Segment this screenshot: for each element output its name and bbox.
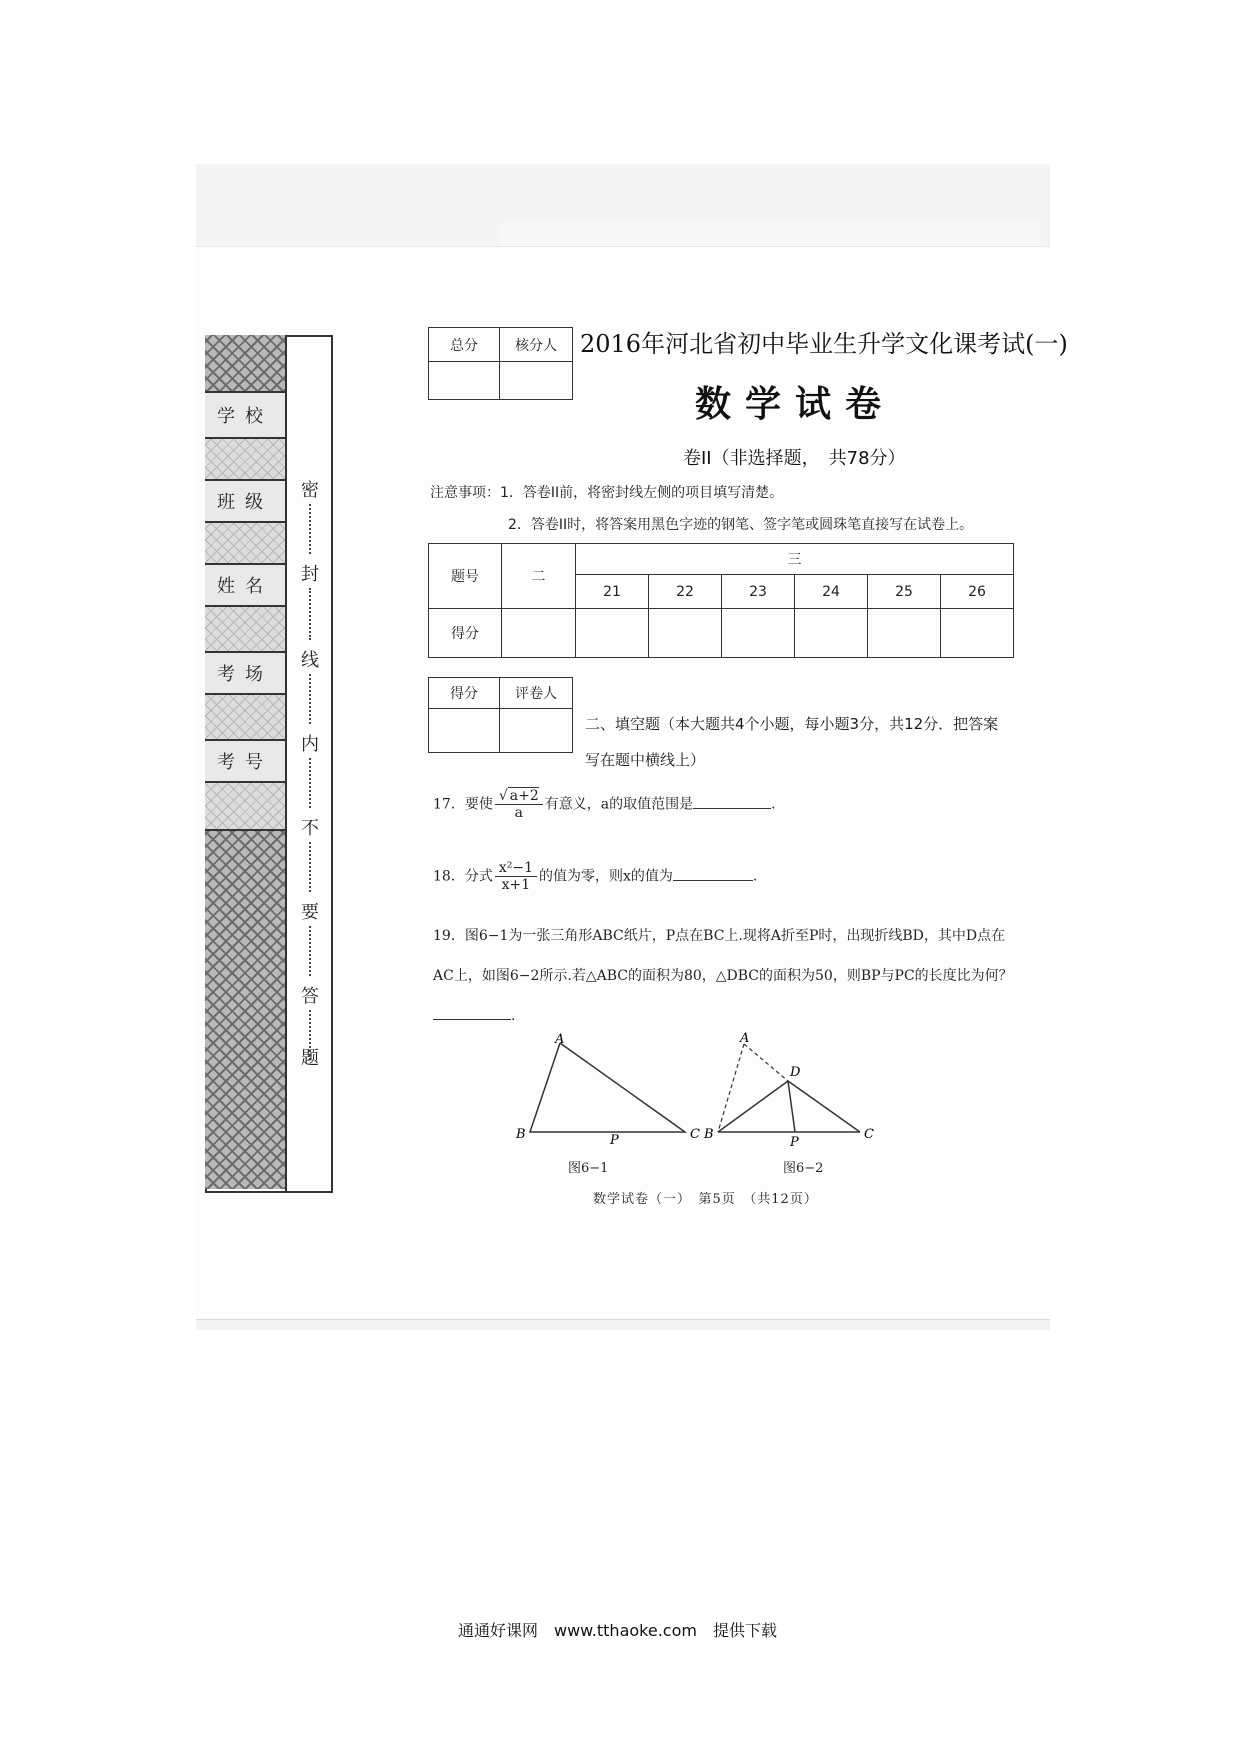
figure-6-1 bbox=[500, 1028, 710, 1148]
field-label: 考场 bbox=[217, 664, 273, 685]
score-cell[interactable] bbox=[649, 609, 722, 658]
seal-char: 题 bbox=[301, 1048, 319, 1069]
question-end: . bbox=[752, 868, 758, 885]
section-three-header: 三 bbox=[576, 544, 1014, 575]
figure-caption: 图6−1 bbox=[568, 1161, 609, 1176]
reviewer-cell[interactable] bbox=[500, 709, 573, 753]
point-label: P bbox=[790, 1135, 799, 1148]
field-room bbox=[205, 653, 285, 695]
seal-char: 密 bbox=[301, 480, 319, 501]
seal-dots bbox=[309, 758, 311, 808]
seal-char: 内 bbox=[301, 734, 319, 755]
question-text: 的值为零，则x的值为 bbox=[538, 868, 673, 885]
fraction-denominator: a bbox=[514, 805, 523, 821]
question-number: 23 bbox=[722, 575, 795, 609]
point-label: C bbox=[690, 1127, 700, 1142]
answer-blank[interactable] bbox=[693, 794, 771, 809]
segment-dp bbox=[788, 1081, 795, 1132]
field-name bbox=[205, 565, 285, 607]
score-cell[interactable] bbox=[868, 609, 941, 658]
site-footer: 通通好课网 www.tthaoke.com 提供下载 bbox=[458, 1621, 777, 1640]
notice-line: 注意事项：1．答卷II前，将密封线左侧的项目填写清楚。 bbox=[430, 485, 784, 501]
answer-blank[interactable] bbox=[433, 1005, 511, 1020]
row-label-score: 得分 bbox=[429, 609, 502, 658]
fraction-numerator: √ a+2 bbox=[495, 788, 543, 805]
triangle-abc bbox=[530, 1043, 685, 1132]
field-name-input[interactable] bbox=[205, 607, 285, 653]
point-label: C bbox=[864, 1127, 874, 1142]
subject-title: 数学试卷 bbox=[695, 384, 896, 425]
seal-line bbox=[290, 470, 330, 1070]
paper-part-title: 卷II（非选择题， 共78分） bbox=[683, 448, 906, 469]
score-table bbox=[428, 543, 1014, 658]
fold-dashed-line bbox=[744, 1044, 788, 1081]
fraction bbox=[495, 788, 543, 821]
question-17 bbox=[433, 788, 776, 821]
point-label: B bbox=[516, 1127, 526, 1142]
seal-char: 封 bbox=[301, 564, 319, 585]
point-label: B bbox=[704, 1127, 714, 1142]
question-number: 24 bbox=[795, 575, 868, 609]
fraction bbox=[495, 860, 537, 893]
figure-6-2 bbox=[700, 1028, 900, 1148]
score-cell[interactable] bbox=[795, 609, 868, 658]
segment-dc bbox=[788, 1081, 860, 1132]
point-label: A bbox=[740, 1031, 750, 1046]
score-cell[interactable] bbox=[941, 609, 1014, 658]
seal-dots bbox=[309, 588, 311, 640]
question-text: 有意义，a的取值范围是 bbox=[544, 796, 694, 813]
pattern-block bbox=[205, 335, 285, 393]
section-two-header: 二 bbox=[502, 544, 576, 609]
field-label: 学校 bbox=[217, 406, 273, 427]
question-prefix: 18．分式 bbox=[433, 868, 493, 885]
figure-caption: 图6−2 bbox=[783, 1161, 824, 1176]
question-end: . bbox=[771, 796, 776, 813]
field-school-input[interactable] bbox=[205, 439, 285, 481]
row-label-number: 题号 bbox=[429, 544, 502, 609]
binding-fields bbox=[205, 335, 287, 1193]
seal-dots bbox=[309, 504, 311, 554]
total-score-table bbox=[428, 327, 573, 400]
checker-cell[interactable] bbox=[500, 362, 573, 400]
sqrt-radicand: a+2 bbox=[509, 788, 539, 804]
total-score-cell[interactable] bbox=[429, 362, 500, 400]
point-label: A bbox=[555, 1032, 565, 1047]
segment-bd bbox=[718, 1081, 788, 1132]
field-label: 考号 bbox=[217, 752, 273, 773]
seal-dots bbox=[309, 926, 311, 976]
page-footer: 数学试卷（一） 第5页 （共12页） bbox=[593, 1192, 818, 1207]
question-19 bbox=[433, 916, 1018, 1036]
seal-char: 线 bbox=[301, 650, 319, 671]
score-cell[interactable] bbox=[502, 609, 576, 658]
reviewer-table bbox=[428, 677, 573, 753]
question-number: 21 bbox=[576, 575, 649, 609]
fraction-numerator: x²−1 bbox=[495, 860, 537, 877]
field-label: 姓名 bbox=[217, 576, 273, 597]
question-prefix: 17．要使 bbox=[433, 796, 493, 813]
seal-dots bbox=[309, 674, 311, 724]
field-exam-number-input[interactable] bbox=[205, 783, 285, 831]
point-label: P bbox=[610, 1133, 619, 1148]
field-class-input[interactable] bbox=[205, 523, 285, 565]
fraction-denominator: x+1 bbox=[501, 877, 531, 893]
question-number: 26 bbox=[941, 575, 1014, 609]
score-cell[interactable] bbox=[576, 609, 649, 658]
score-label: 得分 bbox=[429, 678, 500, 709]
seal-char: 答 bbox=[301, 986, 319, 1007]
field-exam-number bbox=[205, 741, 285, 783]
point-label: D bbox=[790, 1065, 801, 1080]
field-label: 班级 bbox=[217, 492, 273, 513]
question-number: 25 bbox=[868, 575, 941, 609]
answer-blank[interactable] bbox=[673, 866, 753, 881]
question-18 bbox=[433, 860, 757, 893]
question-end: . bbox=[511, 1008, 516, 1024]
exam-title: 2016年河北省初中毕业生升学文化课考试(一) bbox=[580, 330, 1068, 358]
field-class bbox=[205, 481, 285, 523]
field-school bbox=[205, 393, 285, 439]
seal-char: 不 bbox=[301, 818, 319, 839]
checker-label: 核分人 bbox=[500, 328, 573, 362]
section-two-heading: 二、填空题（本大题共4个小题，每小题3分，共12分．把答案写在题中横线上） bbox=[585, 715, 999, 769]
pattern-block bbox=[205, 831, 285, 1189]
seal-char: 要 bbox=[301, 902, 319, 923]
field-room-input[interactable] bbox=[205, 695, 285, 741]
seal-dots bbox=[309, 842, 311, 892]
question-number: 22 bbox=[649, 575, 722, 609]
section-score-cell[interactable] bbox=[429, 709, 500, 753]
question-text: 19．图6−1为一张三角形ABC纸片，P点在BC上.现将A折至P时，出现折线BD，其中D点在AC上，如图6−2所示.若△ABC的面积为80，△DBC的面积为50，则BP与PC的长度比为何？ bbox=[433, 928, 1013, 984]
notice-line: 2．答卷II时，将答案用黑色字迹的钢笔、签字笔或圆珠笔直接写在试卷上。 bbox=[508, 517, 974, 533]
score-cell[interactable] bbox=[722, 609, 795, 658]
total-label: 总分 bbox=[429, 328, 500, 362]
fold-dashed-line bbox=[718, 1044, 744, 1132]
reviewer-label: 评卷人 bbox=[500, 678, 573, 709]
